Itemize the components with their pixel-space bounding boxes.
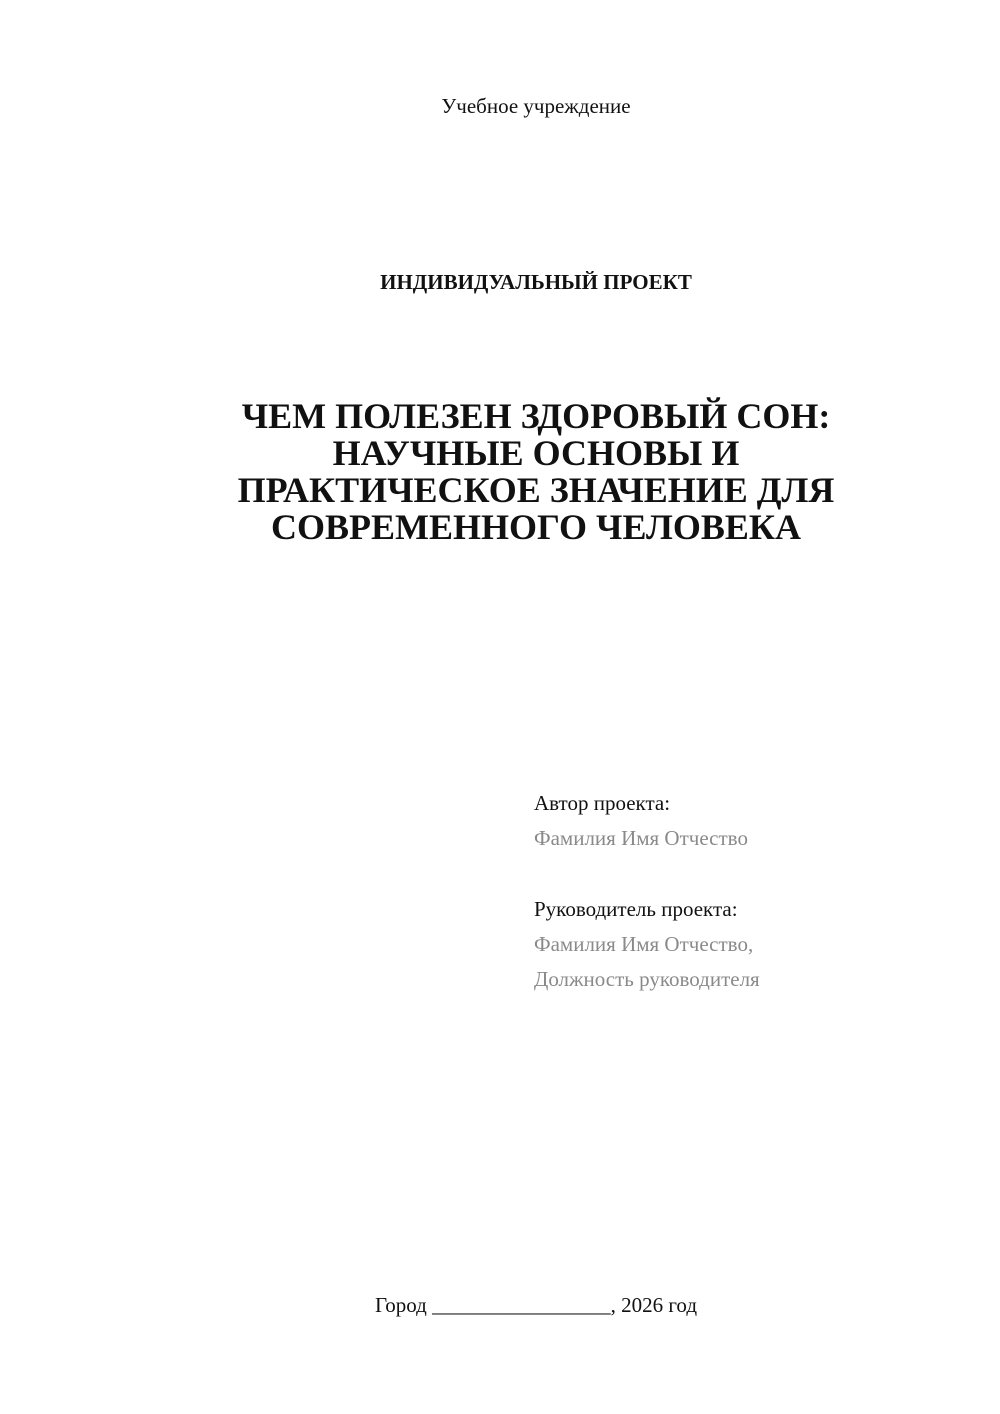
supervisor-label: Руководитель проекта: [534, 897, 738, 921]
title-line-3: ПРАКТИЧЕСКОЕ ЗНАЧЕНИЕ ДЛЯ [237, 470, 835, 510]
author-block [534, 786, 748, 856]
title-line-2: НАУЧНЫЕ ОСНОВЫ И [332, 433, 740, 473]
institution-name: Учебное учреждение [441, 94, 631, 118]
title-line-1: ЧЕМ ПОЛЕЗЕН ЗДОРОВЫЙ СОН: [241, 396, 831, 436]
project-title [200, 398, 872, 546]
document-type: ИНДИВИДУАЛЬНЫЙ ПРОЕКТ [380, 270, 692, 294]
supervisor-name-placeholder: Фамилия Имя Отчество, [534, 932, 754, 956]
author-label: Автор проекта: [534, 791, 671, 815]
title-line-4: СОВРЕМЕННОГО ЧЕЛОВЕКА [271, 507, 801, 547]
author-name-placeholder: Фамилия Имя Отчество [534, 826, 748, 850]
supervisor-block [534, 892, 760, 997]
city-year-line: Город _________________, 2026 год [374, 1293, 698, 1317]
supervisor-position-placeholder: Должность руководителя [534, 967, 760, 991]
